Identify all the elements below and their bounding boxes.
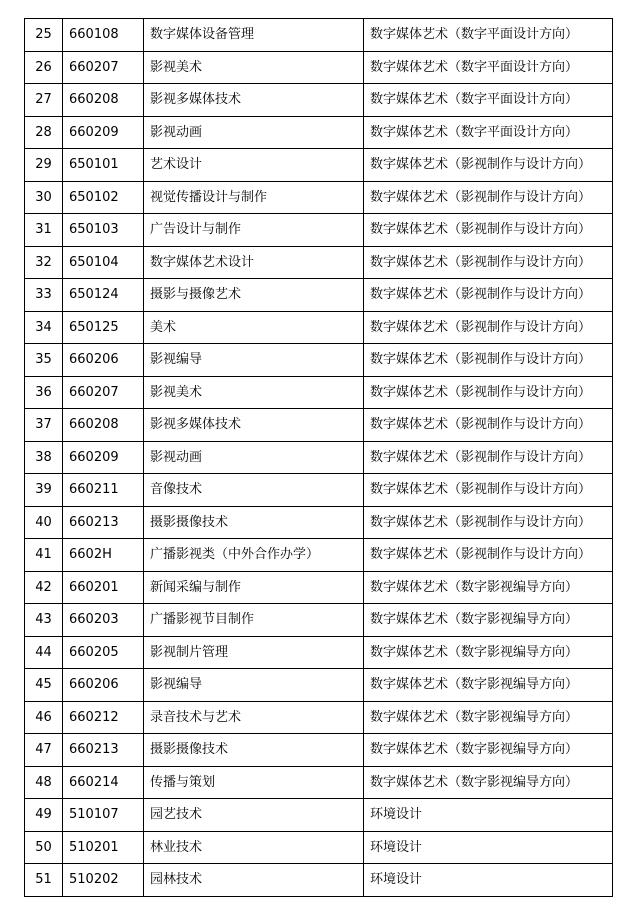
major-name-cell: 广播影视类（中外合作办学）	[144, 539, 364, 572]
major-code-cell: 650101	[63, 149, 144, 182]
major-name-cell: 艺术设计	[144, 149, 364, 182]
major-code-cell: 660203	[63, 604, 144, 637]
major-name-cell: 影视编导	[144, 344, 364, 377]
major-name-cell: 摄影摄像技术	[144, 734, 364, 767]
major-name-cell: 音像技术	[144, 474, 364, 507]
major-name-cell: 影视多媒体技术	[144, 84, 364, 117]
table-row	[25, 669, 613, 702]
major-code-cell: 660108	[63, 19, 144, 52]
major-name-cell: 影视动画	[144, 116, 364, 149]
target-direction-cell: 环境设计	[364, 864, 613, 897]
row-index-cell: 35	[25, 344, 63, 377]
table-row	[25, 799, 613, 832]
target-direction-cell: 数字媒体艺术（数字平面设计方向）	[364, 116, 613, 149]
target-direction-cell: 数字媒体艺术（数字平面设计方向）	[364, 84, 613, 117]
major-code-cell: 650125	[63, 311, 144, 344]
target-direction-cell: 数字媒体艺术（影视制作与设计方向）	[364, 539, 613, 572]
row-index-cell: 32	[25, 246, 63, 279]
table-row	[25, 344, 613, 377]
target-direction-cell: 数字媒体艺术（数字影视编导方向）	[364, 669, 613, 702]
major-mapping-table	[24, 18, 613, 897]
major-code-cell: 660213	[63, 734, 144, 767]
major-name-cell: 摄影与摄像艺术	[144, 279, 364, 312]
major-code-cell: 660209	[63, 116, 144, 149]
row-index-cell: 31	[25, 214, 63, 247]
target-direction-cell: 数字媒体艺术（影视制作与设计方向）	[364, 409, 613, 442]
major-code-cell: 650124	[63, 279, 144, 312]
target-direction-cell: 环境设计	[364, 831, 613, 864]
row-index-cell: 36	[25, 376, 63, 409]
row-index-cell: 44	[25, 636, 63, 669]
major-code-cell: 510107	[63, 799, 144, 832]
table-row	[25, 409, 613, 442]
row-index-cell: 38	[25, 441, 63, 474]
major-code-cell: 660212	[63, 701, 144, 734]
target-direction-cell: 数字媒体艺术（数字影视编导方向）	[364, 766, 613, 799]
target-direction-cell: 数字媒体艺术（数字影视编导方向）	[364, 604, 613, 637]
major-code-cell: 660207	[63, 376, 144, 409]
row-index-cell: 43	[25, 604, 63, 637]
target-direction-cell: 环境设计	[364, 799, 613, 832]
major-code-cell: 660205	[63, 636, 144, 669]
target-direction-cell: 数字媒体艺术（影视制作与设计方向）	[364, 311, 613, 344]
table-row	[25, 376, 613, 409]
table-row	[25, 474, 613, 507]
row-index-cell: 48	[25, 766, 63, 799]
major-name-cell: 园林技术	[144, 864, 364, 897]
table-row	[25, 149, 613, 182]
row-index-cell: 28	[25, 116, 63, 149]
target-direction-cell: 数字媒体艺术（影视制作与设计方向）	[364, 506, 613, 539]
major-name-cell: 影视编导	[144, 669, 364, 702]
target-direction-cell: 数字媒体艺术（数字影视编导方向）	[364, 571, 613, 604]
target-direction-cell: 数字媒体艺术（数字影视编导方向）	[364, 734, 613, 767]
target-direction-cell: 数字媒体艺术（影视制作与设计方向）	[364, 441, 613, 474]
row-index-cell: 25	[25, 19, 63, 52]
table-row	[25, 51, 613, 84]
target-direction-cell: 数字媒体艺术（影视制作与设计方向）	[364, 474, 613, 507]
table-body	[25, 19, 613, 897]
table-row	[25, 864, 613, 897]
major-name-cell: 园艺技术	[144, 799, 364, 832]
table-row	[25, 831, 613, 864]
major-code-cell: 660211	[63, 474, 144, 507]
table-row	[25, 246, 613, 279]
target-direction-cell: 数字媒体艺术（影视制作与设计方向）	[364, 181, 613, 214]
row-index-cell: 41	[25, 539, 63, 572]
target-direction-cell: 数字媒体艺术（数字影视编导方向）	[364, 636, 613, 669]
target-direction-cell: 数字媒体艺术（影视制作与设计方向）	[364, 344, 613, 377]
major-name-cell: 摄影摄像技术	[144, 506, 364, 539]
table-row	[25, 311, 613, 344]
table-row	[25, 539, 613, 572]
table-row	[25, 766, 613, 799]
major-name-cell: 传播与策划	[144, 766, 364, 799]
row-index-cell: 49	[25, 799, 63, 832]
table-row	[25, 506, 613, 539]
major-code-cell: 510201	[63, 831, 144, 864]
table-row	[25, 279, 613, 312]
target-direction-cell: 数字媒体艺术（数字平面设计方向）	[364, 19, 613, 52]
row-index-cell: 30	[25, 181, 63, 214]
row-index-cell: 50	[25, 831, 63, 864]
table-row	[25, 636, 613, 669]
major-name-cell: 广告设计与制作	[144, 214, 364, 247]
major-code-cell: 660206	[63, 344, 144, 377]
major-name-cell: 影视美术	[144, 376, 364, 409]
row-index-cell: 40	[25, 506, 63, 539]
row-index-cell: 29	[25, 149, 63, 182]
major-name-cell: 数字媒体设备管理	[144, 19, 364, 52]
table-row	[25, 571, 613, 604]
major-name-cell: 影视美术	[144, 51, 364, 84]
major-name-cell: 新闻采编与制作	[144, 571, 364, 604]
major-code-cell: 660201	[63, 571, 144, 604]
row-index-cell: 34	[25, 311, 63, 344]
major-code-cell: 660207	[63, 51, 144, 84]
row-index-cell: 42	[25, 571, 63, 604]
table-row	[25, 214, 613, 247]
major-code-cell: 660213	[63, 506, 144, 539]
table-row	[25, 734, 613, 767]
row-index-cell: 26	[25, 51, 63, 84]
major-name-cell: 影视动画	[144, 441, 364, 474]
major-code-cell: 650103	[63, 214, 144, 247]
row-index-cell: 45	[25, 669, 63, 702]
target-direction-cell: 数字媒体艺术（数字平面设计方向）	[364, 51, 613, 84]
row-index-cell: 46	[25, 701, 63, 734]
major-name-cell: 广播影视节目制作	[144, 604, 364, 637]
major-name-cell: 数字媒体艺术设计	[144, 246, 364, 279]
target-direction-cell: 数字媒体艺术（影视制作与设计方向）	[364, 376, 613, 409]
major-code-cell: 6602H	[63, 539, 144, 572]
table-row	[25, 116, 613, 149]
major-code-cell: 660208	[63, 409, 144, 442]
table-row	[25, 701, 613, 734]
row-index-cell: 27	[25, 84, 63, 117]
table-row	[25, 19, 613, 52]
row-index-cell: 39	[25, 474, 63, 507]
major-code-cell: 650104	[63, 246, 144, 279]
target-direction-cell: 数字媒体艺术（影视制作与设计方向）	[364, 279, 613, 312]
target-direction-cell: 数字媒体艺术（影视制作与设计方向）	[364, 149, 613, 182]
major-name-cell: 录音技术与艺术	[144, 701, 364, 734]
major-name-cell: 影视多媒体技术	[144, 409, 364, 442]
row-index-cell: 37	[25, 409, 63, 442]
major-code-cell: 510202	[63, 864, 144, 897]
table-row	[25, 181, 613, 214]
table-row	[25, 84, 613, 117]
target-direction-cell: 数字媒体艺术（影视制作与设计方向）	[364, 214, 613, 247]
major-name-cell: 美术	[144, 311, 364, 344]
major-code-cell: 660209	[63, 441, 144, 474]
row-index-cell: 47	[25, 734, 63, 767]
major-code-cell: 660208	[63, 84, 144, 117]
major-code-cell: 660206	[63, 669, 144, 702]
target-direction-cell: 数字媒体艺术（影视制作与设计方向）	[364, 246, 613, 279]
row-index-cell: 51	[25, 864, 63, 897]
table-row	[25, 441, 613, 474]
major-name-cell: 林业技术	[144, 831, 364, 864]
major-name-cell: 视觉传播设计与制作	[144, 181, 364, 214]
major-name-cell: 影视制片管理	[144, 636, 364, 669]
target-direction-cell: 数字媒体艺术（数字影视编导方向）	[364, 701, 613, 734]
row-index-cell: 33	[25, 279, 63, 312]
major-code-cell: 660214	[63, 766, 144, 799]
major-code-cell: 650102	[63, 181, 144, 214]
table-row	[25, 604, 613, 637]
